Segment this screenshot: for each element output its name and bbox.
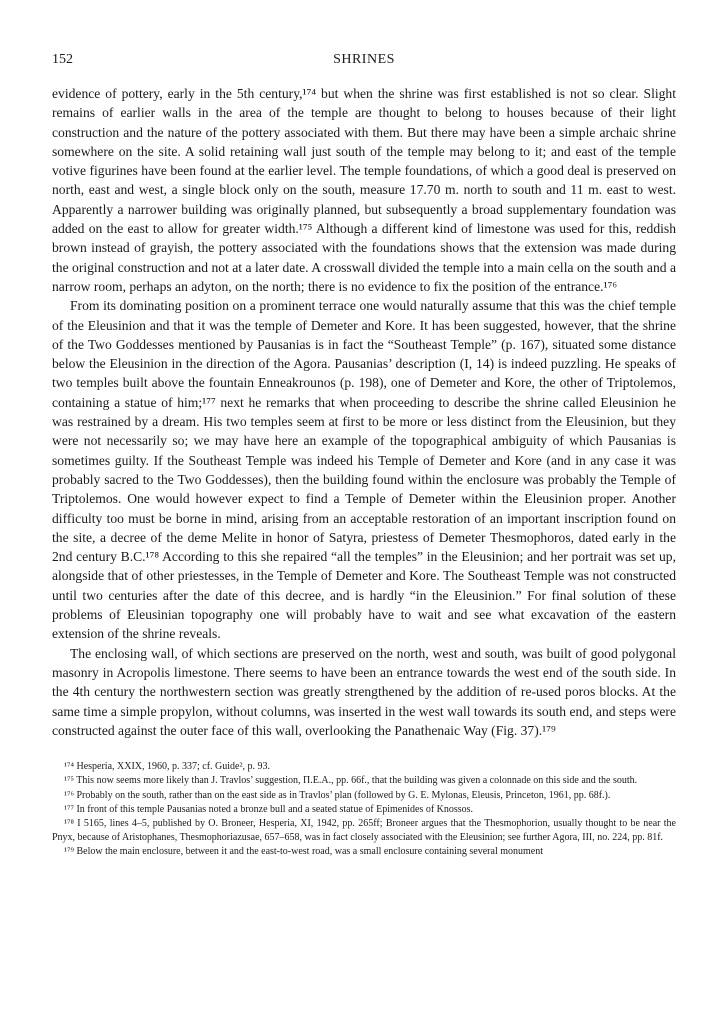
footnote-175: ¹⁷⁵ This now seems more likely than J. Travlos’ suggestion, Π.Ε.Α., pp. 66f., that the building was given a colonnade on this side and the south. — [64, 775, 638, 787]
paragraph-continuation: evidence of pottery, early in the 5th century,¹⁷⁴ but when the shrine was first established is not so clear. Slight remains of earlier walls in the area of the temple are thought to belong to houses because of their light construction and the nature of the pottery associated with them. But there may have been a simple archaic shrine somewhere on the site. A solid retaining wall just south of the temple may belong to it; and east of the temple votive figurines have been found at the earlier level. The temple foundations, of which a good deal is preserved on north, east and west, a single block only on the south, measure 17.70 m. north to south and 11 m. east to west. Apparently a narrower building was originally planned, but subsequently a broad supplementary foundation was added on the east to allow for greater width.¹⁷⁵ Although a different kind of limestone was used for this, reddish brown instead of grayish, the pottery associated with the foundations shows that the extension was made during the original construction and not at a later date. A crosswall divided the temple into a main cella on the south and a narrow room, perhaps an adyton, on the north; there is no evidence to fix the position of the entrance.¹⁷⁶ — [52, 86, 676, 294]
footnote-174: ¹⁷⁴ Hesperia, XXIX, 1960, p. 337; cf. Guide², p. 93. — [64, 761, 270, 773]
footnote-178: ¹⁷⁸ I 5165, lines 4–5, published by O. Broneer, Hesperia, XI, 1942, pp. 265ff; Broneer argues that the Thesmophorion, usually thought to be near the Pnyx, because of Aristophanes, Thesmophoriazusae, 657–658, was in fact closely associated with the Eleusinion; see further Agora, III, no. 224, pp. 81f. — [52, 817, 676, 844]
footnote-176: ¹⁷⁶ Probably on the south, rather than on the east side as in Travlos’ plan (followed by G. E. Mylonas, Eleusis, Princeton, 1961, pp. 68f.). — [64, 789, 611, 801]
paragraph: The enclosing wall, of which sections are preserved on the north, west and south, was built of good polygonal masonry in Acropolis limestone. There seems to have been an entrance towards the west end of the south side. In the 4th century the northwestern section was greatly strengthened by the addition of re-used poros blocks. At the same time a simple propylon, without columns, was inserted in the west wall towards its south end, and steps were constructed against the outer face of this wall, overlooking the Panathenaic Way (Fig. 37).¹⁷⁹ — [52, 645, 676, 738]
footnote-177: ¹⁷⁷ In front of this temple Pausanias noted a bronze bull and a seated statue of Epimenides of Knossos. — [64, 803, 474, 815]
paragraph: From its dominating position on a prominent terrace one would naturally assume that this was the chief temple of the Eleusinion and that it was the temple of Demeter and Kore. It has been suggested, however, that the shrine of the Two Goddesses mentioned by Pausanias is in fact the “Southeast Temple” (p. 167), situated some distance below the Eleusinion in the direction of the Agora. Pausanias’ description (I, 14) is indeed puzzling. He speaks of two temples built above the fountain Enneakrounos (p. 198), one of Demeter and Kore, the other of Triptolemos, containing a statue of him;¹⁷⁷ next he remarks that when proceeding to describe the shrine called Eleusinion he was restrained by a dream. His two temples seem at first to be more or less distinct from the Eleusinion, but they were not necessarily so; we may have here an example of the topographical ambiguity of which Pausanias is sometimes guilty. If the Southeast Temple was indeed his Temple of Demeter and Kore (and in any case it was probably sacred to the Two Goddesses), then the building found within the enclosure was probably the Temple of Triptolemos. One would however expect to find a Temple of Demeter within the Eleusinion proper. Another difficulty too must be borne in mind, arising from an acceptable restoration of an important inscription found on the site, a decree of the deme Melite in honor of Satyra, priestess of Demeter Thesmophoros, dated early in the 2nd century B.C.¹⁷⁸ According to this she repaired “all the temples” in the Eleusinion; and her portrait was set up, alongside that of other priestesses, in the Temple of Demeter and Kore. The Southeast Temple was not constructed until two centuries after the date of this decree, and is hardly “in the Eleusinion.” For final solution of these problems of Eleusinian topography one will probably have to wait and see what excavation of the eastern extension of the shrine reveals. — [52, 298, 676, 642]
book-page — [52, 52, 676, 860]
running-title: SHRINES — [333, 52, 395, 67]
footnote-179: ¹⁷⁹ Below the main enclosure, between it and the east-to-west road, was a small enclosure containing several monument — [64, 846, 543, 858]
footnotes — [52, 760, 676, 859]
body-text — [52, 84, 676, 740]
running-head — [52, 52, 676, 70]
page-number: 152 — [52, 52, 73, 67]
